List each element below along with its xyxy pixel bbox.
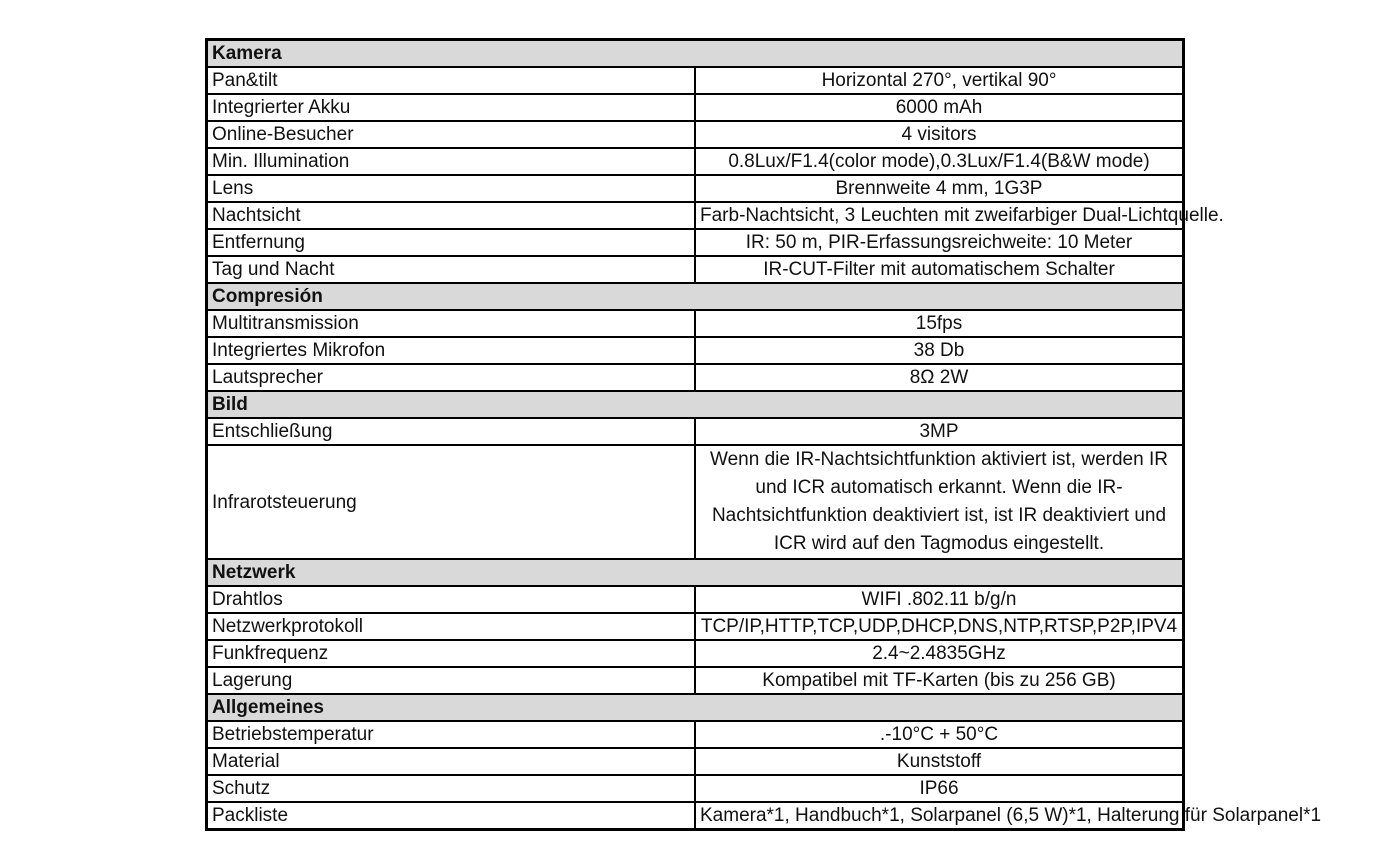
spec-table-body xyxy=(207,40,1322,830)
spec-label: Material xyxy=(207,748,696,775)
spec-row xyxy=(207,337,1184,364)
spec-value: Farb-Nachtsicht, 3 Leuchten mit zweifarbiger Dual-Lichtquelle. xyxy=(695,202,1184,229)
spec-value: WIFI .802.11 b/g/n xyxy=(695,586,1184,613)
spec-value: IP66 xyxy=(695,775,1184,802)
spec-value: .-10°C + 50°C xyxy=(695,721,1184,748)
spec-row xyxy=(207,613,1184,640)
spec-label: Netzwerkprotokoll xyxy=(207,613,696,640)
spec-row xyxy=(207,445,1184,559)
spec-value: Kunststoff xyxy=(695,748,1184,775)
spec-label: Packliste xyxy=(207,802,696,830)
spec-value: 0.8Lux/F1.4(color mode),0.3Lux/F1.4(B&W mode) xyxy=(695,148,1184,175)
spec-row xyxy=(207,94,1184,121)
spec-value: Kompatibel mit TF-Karten (bis zu 256 GB) xyxy=(695,667,1184,694)
spec-label: Tag und Nacht xyxy=(207,256,696,283)
spec-label: Infrarotsteuerung xyxy=(207,445,696,559)
spec-value: 6000 mAh xyxy=(695,94,1184,121)
spec-row xyxy=(207,148,1184,175)
spec-value: Horizontal 270°, vertikal 90° xyxy=(695,67,1184,94)
section-title: Compresión xyxy=(207,283,1184,310)
spec-label: Pan&tilt xyxy=(207,67,696,94)
spec-row xyxy=(207,640,1184,667)
spec-value: IR: 50 m, PIR-Erfassungsreichweite: 10 Meter xyxy=(695,229,1184,256)
spec-label: Lautsprecher xyxy=(207,364,696,391)
spec-value: 3MP xyxy=(695,418,1184,445)
spec-value: 8Ω 2W xyxy=(695,364,1184,391)
spec-value: Wenn die IR-Nachtsichtfunktion aktiviert ist, werden IR und ICR automatisch erkannt. Wenn die IR-Nachtsichtfunktion deaktiviert ist, ist IR deaktiviert und ICR wird auf den Tagmodus eingestellt. xyxy=(695,445,1184,559)
section-header-row xyxy=(207,391,1184,418)
spec-value: 15fps xyxy=(695,310,1184,337)
section-title: Netzwerk xyxy=(207,559,1184,586)
spec-row xyxy=(207,121,1184,148)
spec-label: Online-Besucher xyxy=(207,121,696,148)
spec-value: Kamera*1, Handbuch*1, Solarpanel (6,5 W)*1, Halterung für Solarpanel*1 xyxy=(695,802,1184,830)
spec-label: Lagerung xyxy=(207,667,696,694)
spec-label: Integriertes Mikrofon xyxy=(207,337,696,364)
spec-value: 38 Db xyxy=(695,337,1184,364)
section-title: Allgemeines xyxy=(207,694,1184,721)
spec-label: Lens xyxy=(207,175,696,202)
spec-value: Brennweite 4 mm, 1G3P xyxy=(695,175,1184,202)
spec-label: Drahtlos xyxy=(207,586,696,613)
spec-row xyxy=(207,667,1184,694)
section-header-row xyxy=(207,694,1184,721)
section-title: Bild xyxy=(207,391,1184,418)
spec-label: Entschließung xyxy=(207,418,696,445)
spec-label: Betriebstemperatur xyxy=(207,721,696,748)
section-title: Kamera xyxy=(207,40,1184,68)
spec-label: Funkfrequenz xyxy=(207,640,696,667)
spec-row xyxy=(207,748,1184,775)
spec-table xyxy=(205,38,1322,831)
section-header-row xyxy=(207,283,1184,310)
spec-row xyxy=(207,229,1184,256)
spec-label: Multitransmission xyxy=(207,310,696,337)
spec-value: IR-CUT-Filter mit automatischem Schalter xyxy=(695,256,1184,283)
spec-row xyxy=(207,802,1184,830)
spec-label: Min. Illumination xyxy=(207,148,696,175)
spec-value: TCP/IP,HTTP,TCP,UDP,DHCP,DNS,NTP,RTSP,P2P,IPV4 xyxy=(695,613,1184,640)
spec-row xyxy=(207,418,1184,445)
spec-row xyxy=(207,67,1184,94)
spec-row xyxy=(207,202,1184,229)
spec-row xyxy=(207,256,1184,283)
spec-value: 4 visitors xyxy=(695,121,1184,148)
spec-label: Nachtsicht xyxy=(207,202,696,229)
section-header-row xyxy=(207,559,1184,586)
spec-row xyxy=(207,364,1184,391)
spec-row xyxy=(207,175,1184,202)
spec-row xyxy=(207,586,1184,613)
spec-value: 2.4~2.4835GHz xyxy=(695,640,1184,667)
section-header-row xyxy=(207,40,1184,68)
spec-row xyxy=(207,310,1184,337)
spec-row xyxy=(207,775,1184,802)
spec-label: Schutz xyxy=(207,775,696,802)
spec-label: Entfernung xyxy=(207,229,696,256)
spec-label: Integrierter Akku xyxy=(207,94,696,121)
spec-row xyxy=(207,721,1184,748)
